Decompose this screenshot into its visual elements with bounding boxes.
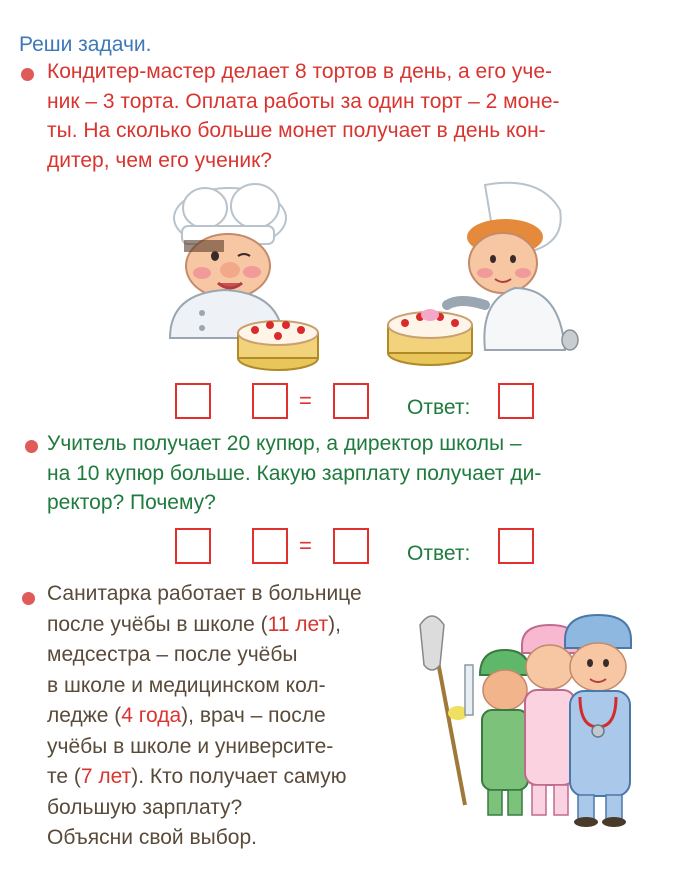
task1-line: ты. На сколько больше монет получает в день кон- xyxy=(47,119,546,142)
bullet-task3 xyxy=(22,592,35,605)
task3-text-part: ), врач – после xyxy=(181,704,326,727)
answer-box[interactable] xyxy=(252,383,288,419)
chef-apprentice-illustration xyxy=(385,175,585,375)
task3-text-part: те ( xyxy=(47,765,81,788)
task3-line: в школе и медицинском кол- xyxy=(47,673,326,697)
page-heading: Реши задачи. xyxy=(19,33,152,56)
task3-text-part: ), xyxy=(328,612,341,636)
answer-box[interactable] xyxy=(498,383,534,419)
task3-line xyxy=(47,762,362,793)
task1-text xyxy=(47,57,560,175)
answer-box[interactable] xyxy=(498,528,534,564)
answer-box[interactable] xyxy=(333,528,369,564)
highlight-years: 7 лет xyxy=(80,765,132,788)
task3-line: Объясни свой выбор. xyxy=(47,826,257,849)
task3-line xyxy=(47,610,362,641)
medical-staff-illustration xyxy=(410,605,650,830)
task3-text xyxy=(47,579,362,854)
task1-line: Кондитер-мастер делает 8 тортов в день, а его уче- xyxy=(47,60,553,83)
task2-line: Учитель получает 20 купюр, а директор школы – xyxy=(47,432,522,455)
chef-master-illustration xyxy=(160,178,325,373)
task3-text-part: ). Кто получает самую xyxy=(131,765,347,788)
equals-sign: = xyxy=(299,533,312,558)
answer-box[interactable] xyxy=(175,383,211,419)
answer-box[interactable] xyxy=(252,528,288,564)
task3-line xyxy=(47,701,362,732)
highlight-years: 4 года xyxy=(121,704,182,727)
task3-line: учёбы в школе и университе- xyxy=(47,734,334,758)
task3-line: большую зарплату? xyxy=(47,795,243,819)
task3-text-part: ледже ( xyxy=(47,704,122,727)
task3-line: медсестра – после учёбы xyxy=(47,643,298,666)
task3-text-part: после учёбы в школе ( xyxy=(47,612,268,636)
answer-box[interactable] xyxy=(333,383,369,419)
answer-box[interactable] xyxy=(175,528,211,564)
task2-text xyxy=(47,429,541,518)
task2-line: на 10 купюр больше. Какую зарплату получает ди- xyxy=(47,461,542,485)
bullet-task1 xyxy=(21,68,34,81)
equals-sign: = xyxy=(299,388,312,413)
task1-line: дитер, чем его ученик? xyxy=(47,148,272,172)
task1-line: ник – 3 торта. Оплата работы за один торт – 2 моне- xyxy=(47,89,560,113)
task3-line: Санитарка работает в больнице xyxy=(47,582,362,605)
answer-label: Ответ: xyxy=(407,396,471,419)
highlight-years: 11 лет xyxy=(267,612,329,636)
task2-line: ректор? Почему? xyxy=(47,491,216,514)
bullet-task2 xyxy=(25,440,38,453)
answer-label: Ответ: xyxy=(407,542,471,565)
